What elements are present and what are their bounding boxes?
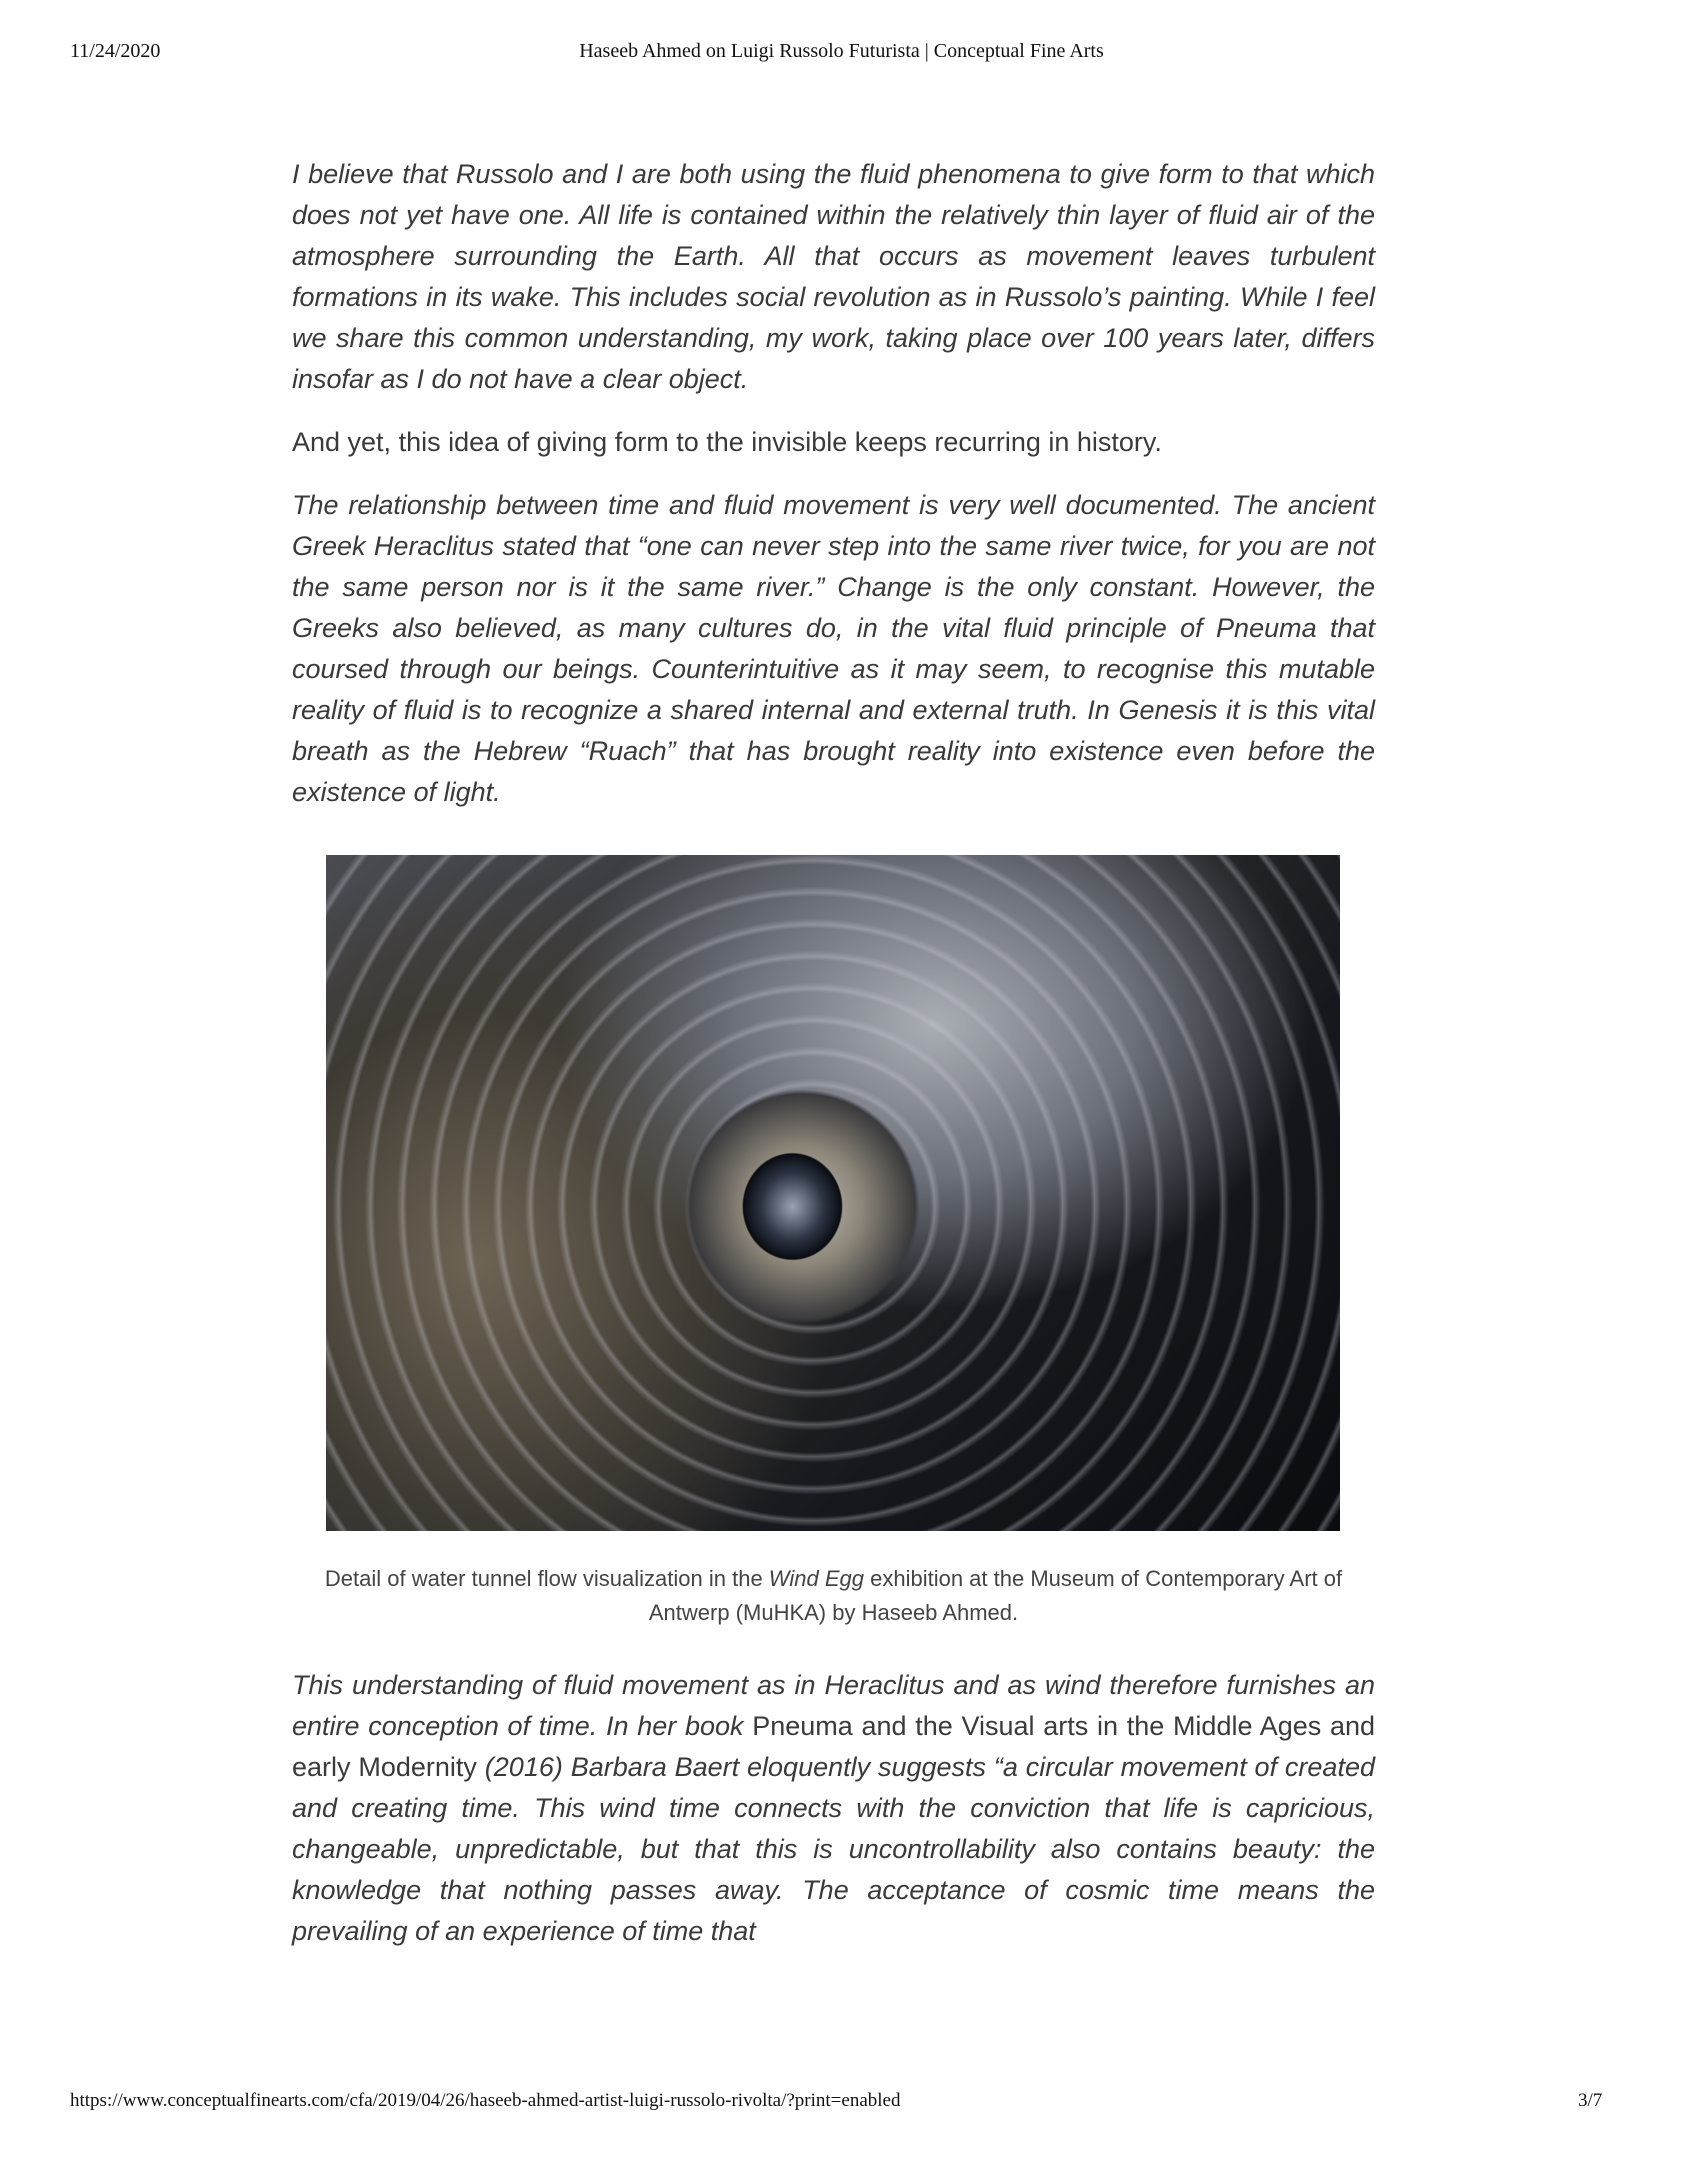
article-body (292, 154, 1375, 813)
article-body-continued (292, 1665, 1375, 1952)
paragraph-4-start: This understanding of fluid movement as in Heraclitus and as wind therefore furnishes an entire conception of time. In her book (292, 1670, 1375, 1741)
page-number: 3/7 (1578, 2090, 1603, 2111)
book-title: Pneuma and the Visual arts in the Middle Ages and early Modernity (292, 1711, 1375, 1782)
caption-text: Detail of water tunnel flow visualization in the (324, 1566, 769, 1591)
page-url: https://www.conceptualfinearts.com/cfa/2019/04/26/haseeb-ahmed-artist-luigi-russolo-rivolta/?print=enabled (70, 2090, 901, 2111)
figure-caption (292, 1562, 1375, 1630)
print-date: 11/24/2020 (70, 40, 161, 62)
page-title: Haseeb Ahmed on Luigi Russolo Futurista | Conceptual Fine Arts (579, 40, 1104, 62)
paragraph-4 (292, 1665, 1375, 1952)
paragraph-1: I believe that Russolo and I are both using the fluid phenomena to give form to that which does not yet have one. All life is contained within the relatively thin layer of fluid air of the atmosphere surrounding the Earth. All that occurs as movement leaves turbulent formations in its wake. This includes social revolution as in Russolo’s painting. While I feel we share this common understanding, my work, taking place over 100 years later, differs insofar as I do not have a clear object. (292, 159, 1375, 394)
caption-exhibition-title: Wind Egg (768, 1566, 864, 1591)
flow-visualization-image (326, 855, 1340, 1531)
paragraph-2: And yet, this idea of giving form to the invisible keeps recurring in history. (292, 427, 1162, 457)
paragraph-3: The relationship between time and fluid movement is very well documented. The ancient Greek Heraclitus stated that “one can never step into the same river twice, for you are not the same person nor is it the same river.” Change is the only constant. However, the Greeks also believed, as many cultures do, in the vital fluid principle of Pneuma that coursed through our beings. Counterintuitive as it may seem, to recognise this mutable reality of fluid is to recognize a shared internal and external truth. In Genesis it is this vital breath as the Hebrew “Ruach” that has brought reality into existence even before the existence of light. (292, 490, 1375, 807)
caption-text-end: exhibition at the Museum of Contemporary Art of Antwerp (MuHKA) by Haseeb Ahmed. (648, 1566, 1343, 1625)
paragraph-4-end: (2016) Barbara Baert eloquently suggests “a circular movement of created and creating time. This wind time connects with the conviction that life is capricious, changeable, unpredictable, but that this is uncontrollability also contains beauty: the knowledge that nothing passes away. The acceptance of cosmic time means the prevailing of an experience of time that (292, 1752, 1375, 1946)
